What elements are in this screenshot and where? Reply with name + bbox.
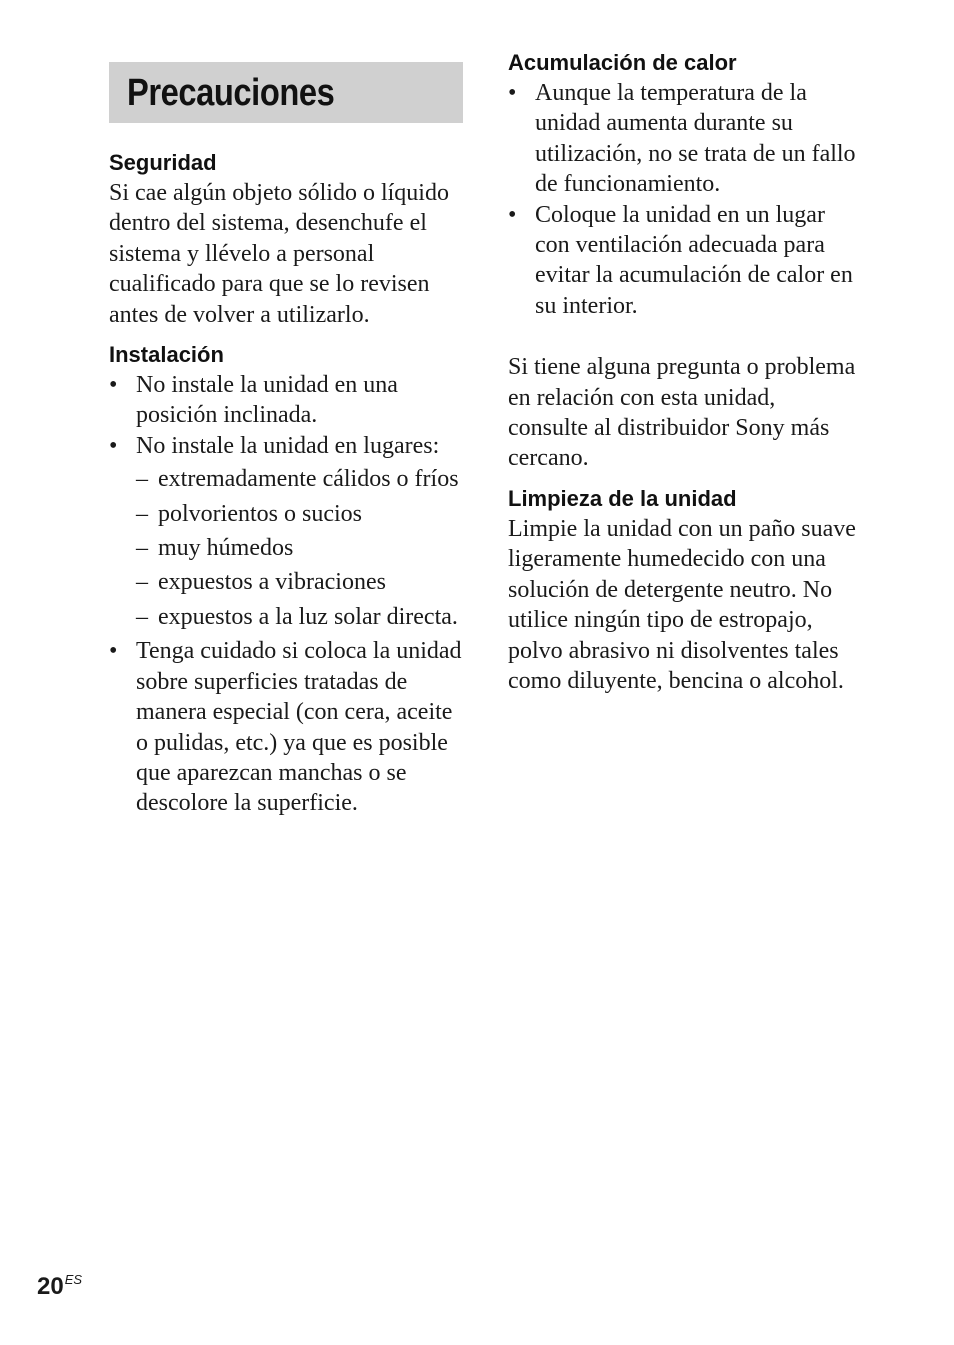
list-item-text: Coloque la unidad en un lugar con ventilación adecuada para evitar la acumulación de calor en su interior. <box>535 201 853 319</box>
title-banner <box>109 62 463 123</box>
page-number-value: 20 <box>37 1273 64 1300</box>
sublist-item-text: muy húmedos <box>158 535 294 562</box>
dash-mark: – <box>136 466 148 493</box>
right-column <box>508 48 858 696</box>
sublist-item <box>136 567 469 597</box>
bullet-mark: • <box>109 638 118 665</box>
page-language-suffix: ES <box>64 1272 83 1287</box>
list-item-text: Aunque la temperatura de la unidad aumenta durante su utilización, no se trata de un fallo de funcionamiento. <box>535 80 856 198</box>
list-item <box>109 431 469 632</box>
calor-list <box>508 78 858 321</box>
bullet-mark: • <box>508 80 517 106</box>
seguridad-text: Si cae algún objeto sólido o líquido dentro del sistema, desenchufe el sistema y llévelo a personal cualificado para que se lo revisen antes de volver a utilizarlo. <box>109 180 449 328</box>
list-item <box>508 78 858 200</box>
sublist-item-text: expuestos a vibraciones <box>158 569 386 596</box>
list-item-text: No instale la unidad en una posición inclinada. <box>136 372 398 429</box>
list-item-text: No instale la unidad en lugares: <box>136 432 440 459</box>
section-heading-limpieza: Limpieza de la unidad <box>508 485 737 511</box>
limpieza-text: Limpie la unidad con un paño suave ligeramente humedecido con una solución de detergente neutro. No utilice ningún tipo de estropajo, polvo abrasivo ni disolventes tales como diluyente, bencina o alcohol. <box>508 515 856 694</box>
page-title: Precauciones <box>127 72 335 114</box>
locations-sublist <box>136 464 469 632</box>
section-calor <box>508 48 858 321</box>
instalacion-list <box>109 370 469 819</box>
section-limpieza <box>508 484 858 696</box>
sublist-item <box>136 533 469 563</box>
sublist-item <box>136 499 469 529</box>
dash-mark: – <box>136 603 148 630</box>
bullet-mark: • <box>508 201 517 228</box>
sublist-item-text: polvorientos o sucios <box>158 500 362 527</box>
sublist-item <box>136 602 469 632</box>
sublist-item-text: extremadamente cálidos o fríos <box>158 466 459 493</box>
sublist-item-text: expuestos a la luz solar directa. <box>158 603 458 630</box>
left-column <box>109 148 469 819</box>
list-item <box>109 636 469 818</box>
bullet-mark: • <box>109 432 118 459</box>
section-heading-instalacion: Instalación <box>109 342 224 368</box>
dash-mark: – <box>136 500 148 527</box>
section-heading-calor: Acumulación de calor <box>508 50 737 75</box>
section-instalacion <box>109 340 469 819</box>
section-heading-seguridad: Seguridad <box>109 150 217 175</box>
sublist-item <box>136 464 469 494</box>
section-seguridad <box>109 148 469 330</box>
contact-paragraph: Si tiene alguna pregunta o problema en relación con esta unidad, consulte al distribuidor Sony más cercano. <box>508 354 856 472</box>
bullet-mark: • <box>109 372 118 399</box>
dash-mark: – <box>136 535 148 562</box>
dash-mark: – <box>136 569 148 596</box>
list-item <box>508 200 858 322</box>
page-number <box>37 1265 82 1302</box>
list-item <box>109 370 469 431</box>
list-item-text: Tenga cuidado si coloca la unidad sobre superficies tratadas de manera especial (con cera, aceite o pulidas, etc.) ya que es posible que aparezcan manchas o se descolore la superficie. <box>136 638 462 817</box>
